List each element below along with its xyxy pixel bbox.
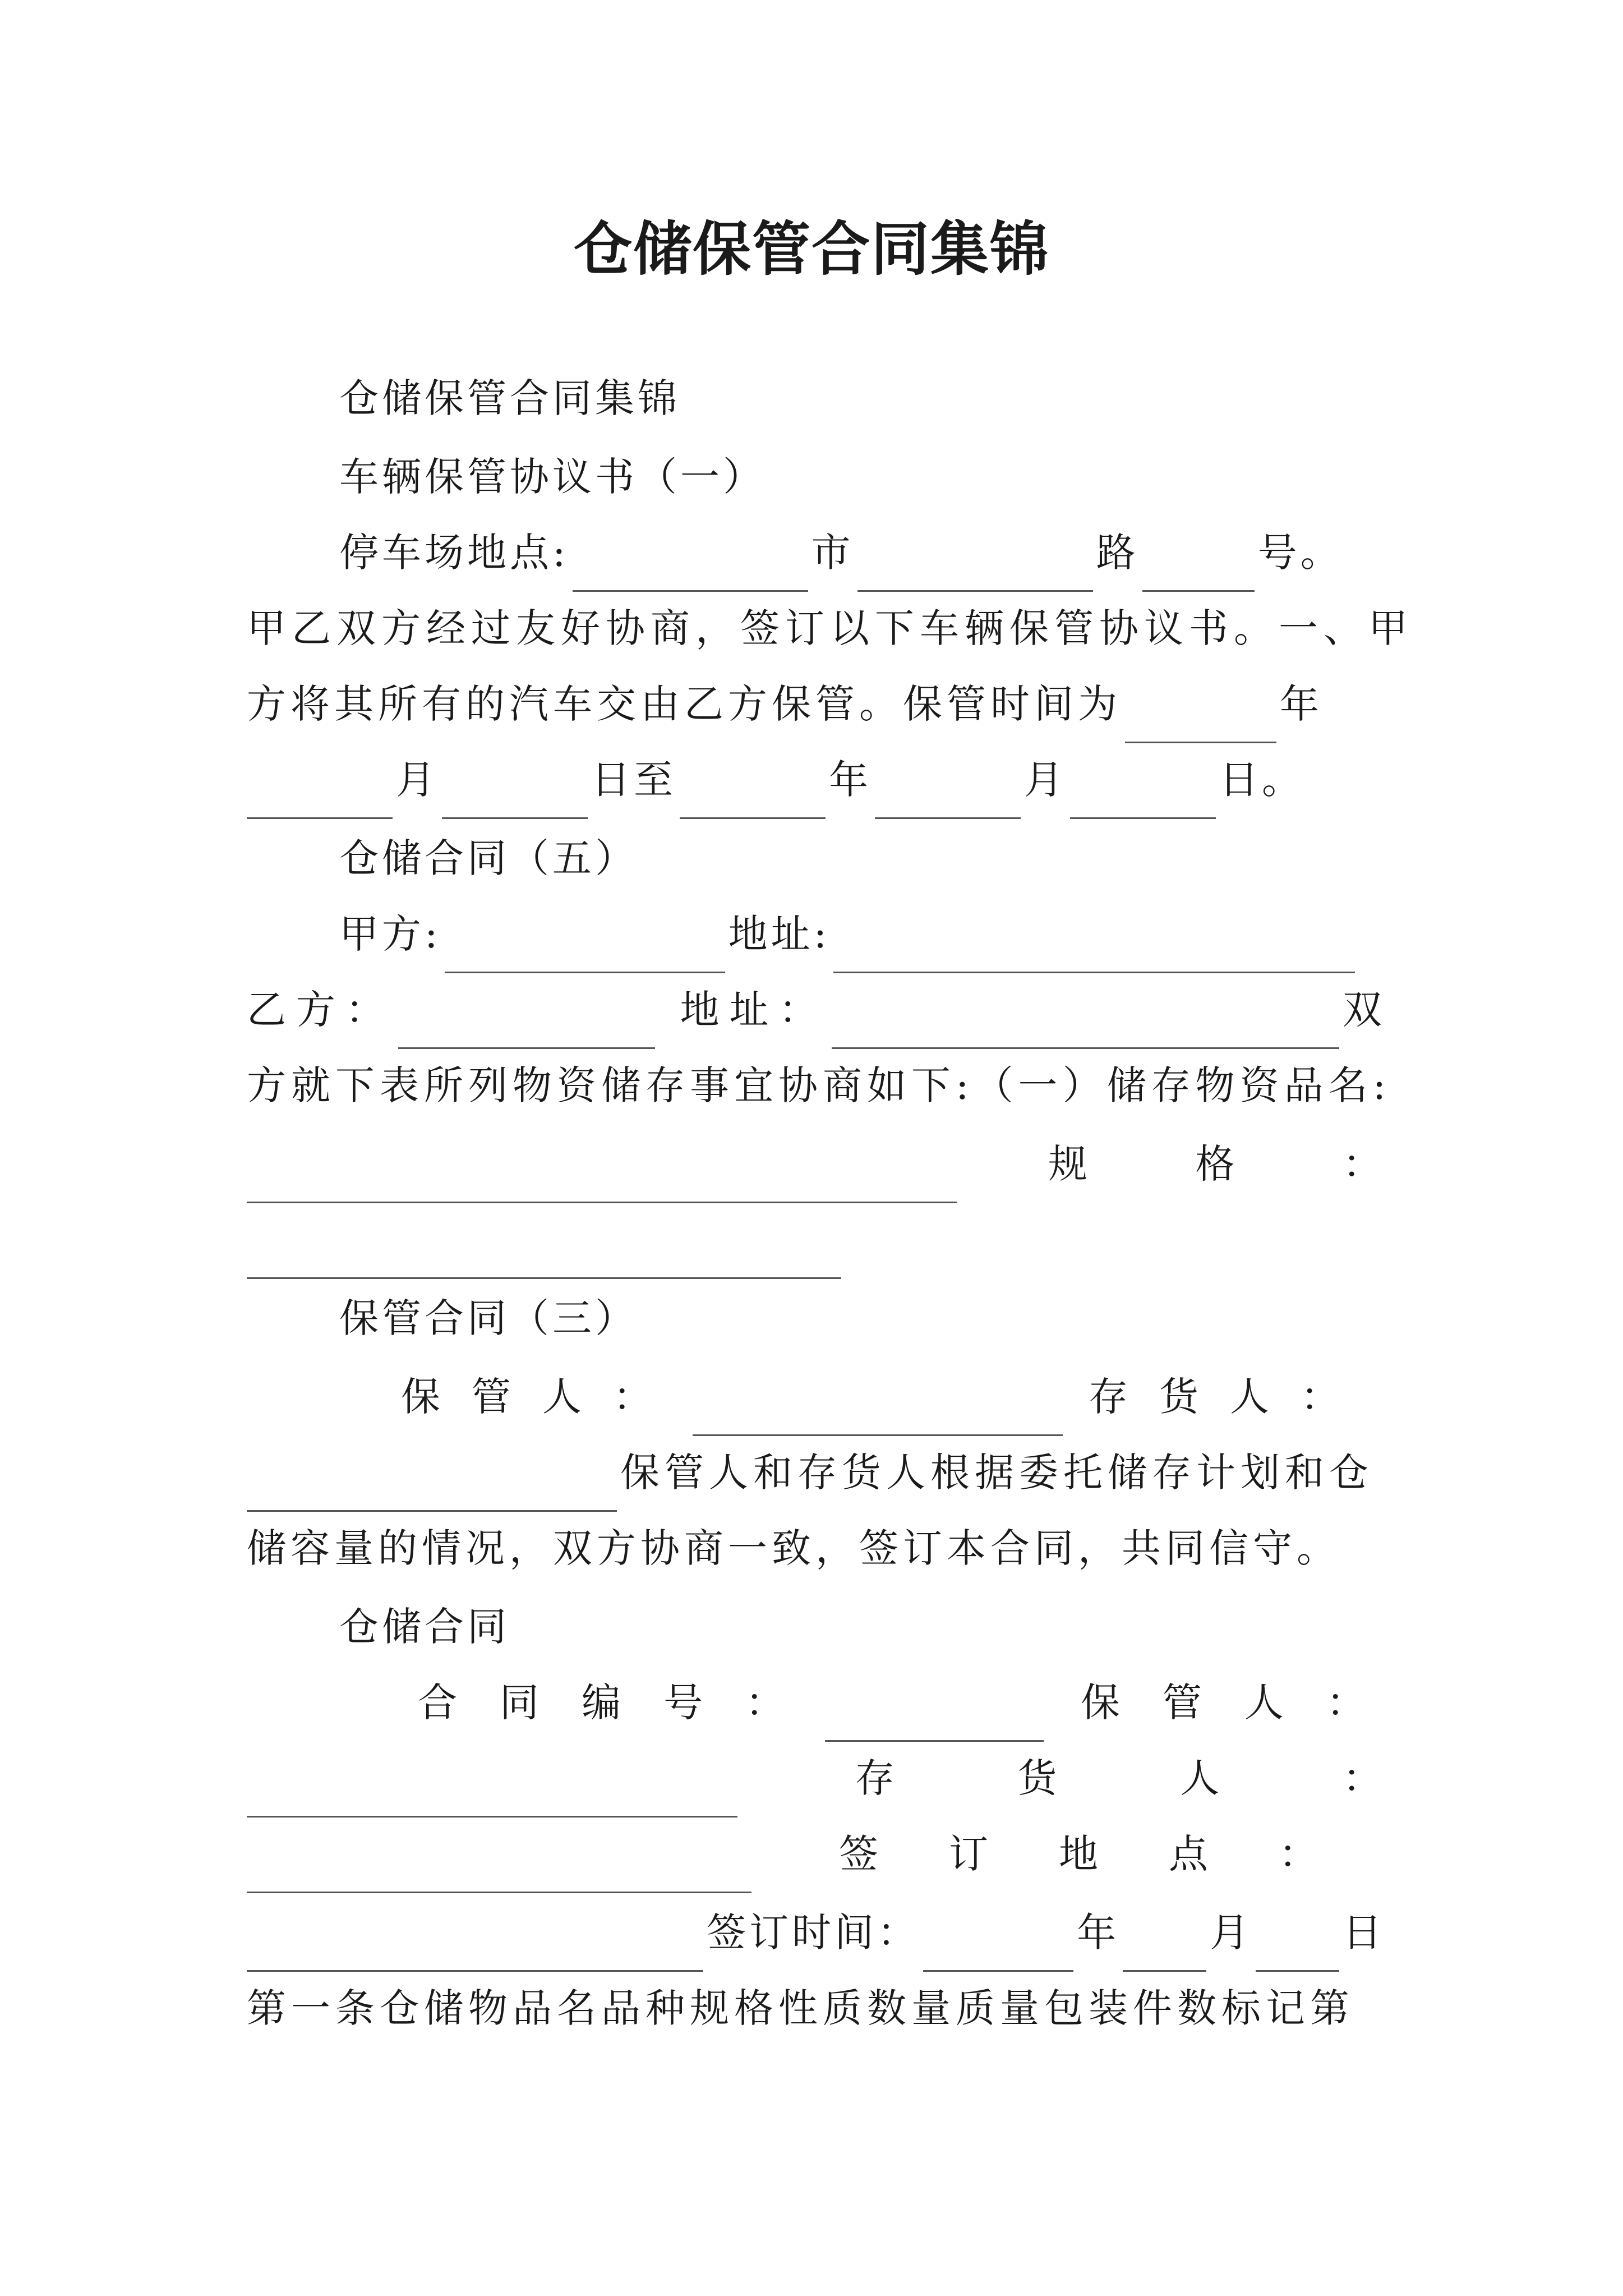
section-heading-custody-3: 保管合同（三） bbox=[339, 1295, 638, 1341]
blank-line bbox=[247, 1212, 1385, 1290]
blank-field[interactable] bbox=[247, 1167, 957, 1203]
blank-field[interactable] bbox=[857, 555, 1093, 592]
blank-field[interactable] bbox=[398, 1013, 655, 1049]
party-a-line: 甲方: 地址: bbox=[247, 906, 1385, 984]
signing-place-line: 签 订 地 点 ： bbox=[247, 1826, 1385, 1904]
blank-field[interactable] bbox=[247, 1935, 703, 1972]
blank-field[interactable] bbox=[923, 1935, 1073, 1972]
paragraph-line: 储容量的情况，双方协商一致，签订本合同，共同信守。 bbox=[247, 1525, 1340, 1571]
paragraph-line: 保管人和存货人根据委托储存计划和仓 bbox=[247, 1444, 1385, 1523]
blank-field[interactable] bbox=[1142, 555, 1255, 592]
parking-location-line: 停车场地点: 市 路 号。 bbox=[247, 524, 1385, 603]
blank-field[interactable] bbox=[247, 1857, 751, 1893]
blank-field[interactable] bbox=[832, 1013, 1339, 1049]
blank-field[interactable] bbox=[1256, 1935, 1339, 1972]
blank-field[interactable] bbox=[247, 1781, 737, 1818]
party-b-line: 乙方： 地址： 双 bbox=[247, 982, 1385, 1060]
blank-field[interactable] bbox=[693, 1400, 1063, 1436]
custodian-line: 保 管 人 ： 存 货 人 ： bbox=[247, 1369, 1385, 1447]
page-title: 仓储保管合同集锦 bbox=[573, 215, 1049, 283]
blank-field[interactable] bbox=[1123, 1935, 1206, 1972]
blank-field[interactable] bbox=[442, 783, 588, 819]
paragraph-line: 方就下表所列物资储存事宜协商如下:（一）储存物资品名: bbox=[247, 1062, 1391, 1108]
section-heading-vehicle: 车辆保管协议书（一） bbox=[339, 454, 766, 500]
blank-field[interactable] bbox=[875, 783, 1021, 819]
blank-field[interactable] bbox=[573, 555, 808, 592]
signing-date-line: 签订时间： 年 月 日 bbox=[247, 1904, 1385, 1983]
date-range-line: 月 日至 年 月 日。 bbox=[247, 752, 1385, 830]
blank-field[interactable] bbox=[1125, 707, 1276, 743]
paragraph-line: 甲乙双方经过友好协商，签订以下车辆保管协议书。一、甲 bbox=[247, 605, 1413, 651]
blank-field[interactable] bbox=[445, 937, 725, 973]
blank-field[interactable] bbox=[1070, 783, 1216, 819]
blank-field[interactable] bbox=[247, 1243, 841, 1279]
doc-heading-1: 仓储保管合同集锦 bbox=[339, 375, 680, 421]
blank-field[interactable] bbox=[247, 783, 393, 819]
blank-field[interactable] bbox=[833, 937, 1355, 973]
section-heading-storage: 仓储合同 bbox=[339, 1604, 510, 1650]
spec-line: 规 格 ： bbox=[247, 1136, 1385, 1214]
section-heading-storage-5: 仓储合同（五） bbox=[339, 835, 638, 881]
depositor-line: 存 货 人 ： bbox=[247, 1750, 1385, 1829]
blank-field[interactable] bbox=[680, 783, 826, 819]
blank-field[interactable] bbox=[247, 1475, 617, 1512]
blank-field[interactable] bbox=[825, 1705, 1044, 1742]
contract-number-line: 合 同 编 号 ： 保 管 人 ： bbox=[247, 1674, 1385, 1753]
paragraph-line: 方将其所有的汽车交由乙方保管。保管时间为 年 bbox=[247, 676, 1385, 754]
paragraph-line: 第一条仓储物品名品种规格性质数量质量包装件数标记第 bbox=[247, 1985, 1354, 2031]
